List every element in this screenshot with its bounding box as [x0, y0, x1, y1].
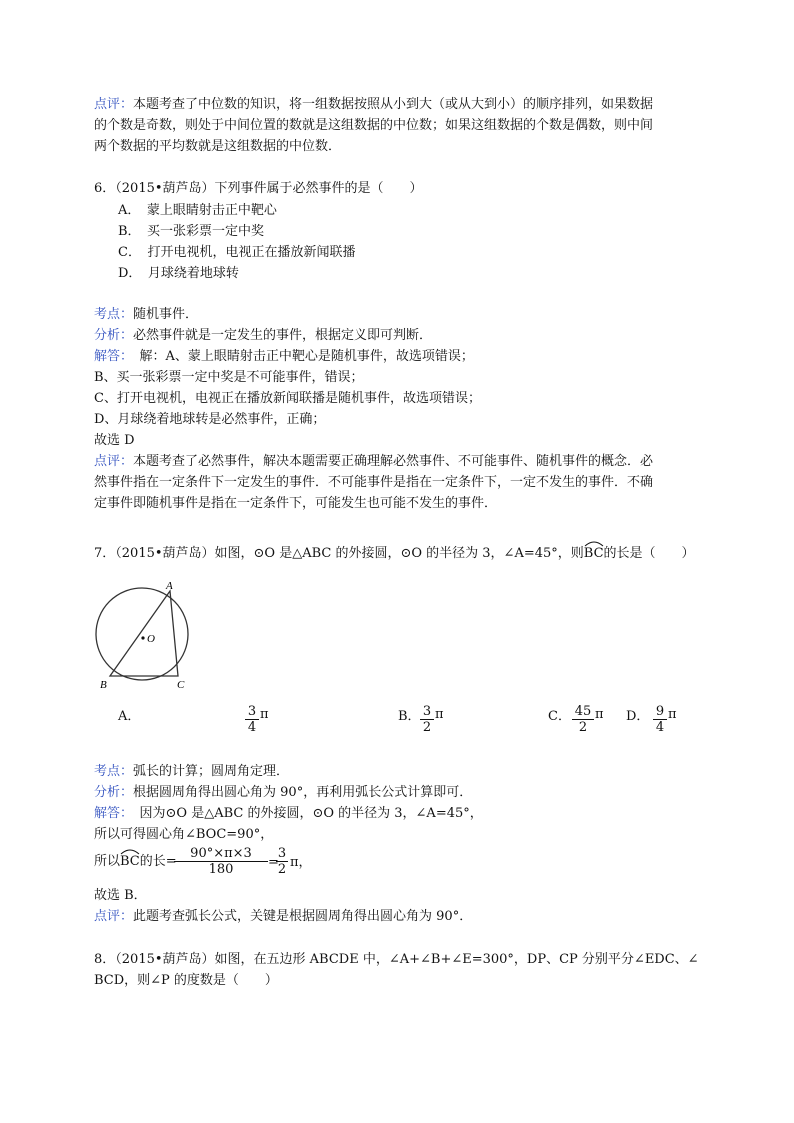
q6-jieda-line-4: D、月球绕着地球转是必然事件，正确； [94, 412, 326, 427]
comment5-line-2: 的个数是奇数，则处于中间位置的数就是这组数据的中位数；如果这组数据的个数是偶数，则中间 [94, 118, 654, 133]
q6-option-b: B． 买一张彩票一定中奖 [118, 224, 265, 239]
q6-kaodian: 考点：随机事件． [94, 307, 199, 322]
q7-jieda-line-1: 解答： 因为⊙O 是△ABC 的外接圆，⊙O 的半径为 3，∠A=45°， [94, 806, 483, 821]
q8-stem-line-1: 8．（2015•葫芦岛）如图，在五边形 ABCDE 中，∠A+∠B+∠E=300°，DP、CP 分别平分∠EDC、∠ [94, 952, 699, 967]
q7-option-d-letter: D． [626, 709, 650, 724]
q7-kaodian: 考点：弧长的计算；圆周角定理． [94, 764, 290, 779]
q7-option-b-letter: B． [398, 709, 421, 724]
q6-option-c: C． 打开电视机，电视正在播放新闻联播 [118, 245, 356, 260]
q7-option-c-pi: π [595, 707, 604, 722]
q6-dianping-line-2: 然事件指在一定条件下一定发生的事件．不可能事件是指在一定条件下，一定不发生的事件．不确 [94, 475, 654, 490]
q7-fenxi: 分析：根据圆周角得出圆心角为 90°，再利用弧长公式计算即可． [94, 785, 473, 800]
label-a: A [166, 580, 173, 592]
formula-result-fraction: $\frac{3}{2}$ [277, 846, 287, 877]
q7-option-a-fraction: $\frac{3}{4}$ [245, 704, 259, 735]
q7-option-d-pi: π [668, 707, 677, 722]
arc-bc-answer: BC [120, 852, 140, 872]
arc-length-formula: $\frac{90^\circ\times\pi\times 3}{180}$ [174, 846, 268, 877]
formula-result-pi: π， [290, 855, 312, 870]
q8-stem-line-2: BCD，则∠P 的度数是（ ） [94, 973, 278, 988]
q6-dianping-line-3: 定事件即随机事件是指在一定条件下，可能发生也可能不发生的事件． [94, 496, 498, 511]
label-o: O [147, 633, 155, 645]
q6-dianping-line-1: 点评：本题考查了必然事件，解决本题需要正确理解必然事件、不可能事件、随机事件的概念．必 [94, 454, 654, 469]
triangle-abc [110, 591, 178, 676]
q6-option-d: D． 月球绕着地球转 [118, 266, 239, 281]
q7-option-c-fraction: $\frac{45}{2}$ [572, 704, 594, 735]
q6-option-a: A． 蒙上眼睛射击正中靶心 [118, 203, 277, 218]
q6-jieda-line-3: C、打开电视机，电视正在播放新闻联播是随机事件，故选项错误； [94, 391, 481, 406]
center-dot [141, 636, 144, 639]
circle-figure [88, 578, 198, 690]
q6-stem: 6．（2015•葫芦岛）下列事件属于必然事件的是（ ） [94, 181, 423, 196]
q7-dianping: 点评：此题考查弧长公式，关键是根据圆周角得出圆心角为 90°． [94, 909, 473, 924]
q7-jieda-line-2: 所以可得圆心角∠BOC=90°， [94, 827, 274, 842]
q7-stem: 7．（2015•葫芦岛）如图，⊙O 是△ABC 的外接圆，⊙O 的半径为 3，∠A=45°，则 BC的长是（ ） [94, 544, 695, 564]
q7-option-a-pi: π [260, 707, 269, 722]
comment5-line-1: 点评：本题考查了中位数的知识，将一组数据按照从小到大（或从大到小）的顺序排列，如果数据 [94, 97, 654, 112]
arc-bc: BC [584, 544, 604, 564]
q7-jieda-line-4: 故选 B． [94, 888, 147, 903]
comment-label: 点评： [94, 97, 134, 112]
q6-jieda-line-5: 故选 D [94, 433, 135, 448]
label-c: C [177, 679, 185, 690]
label-b: B [100, 679, 107, 690]
q7-option-d-fraction: $\frac{9}{4}$ [653, 704, 667, 735]
q6-jieda-line-2: B、买一张彩票一定中奖是不可能事件，错误； [94, 370, 364, 385]
q7-jieda-line-3: 所以 BC的长= [94, 852, 177, 872]
q7-option-c-letter: C． [548, 709, 571, 724]
comment5-line-3: 两个数据的平均数就是这组数据的中位数． [94, 139, 342, 154]
q6-jieda-line-1: 解答： 解：A、蒙上眼睛射击正中靶心是随机事件，故选项错误； [94, 349, 474, 364]
q6-fenxi: 分析：必然事件就是一定发生的事件，根据定义即可判断． [94, 328, 433, 343]
formula-equals: = [268, 855, 279, 870]
q7-option-b-fraction: $\frac{3}{2}$ [420, 704, 434, 735]
q7-option-a-letter: A． [118, 709, 141, 724]
q7-option-b-pi: π [435, 707, 444, 722]
